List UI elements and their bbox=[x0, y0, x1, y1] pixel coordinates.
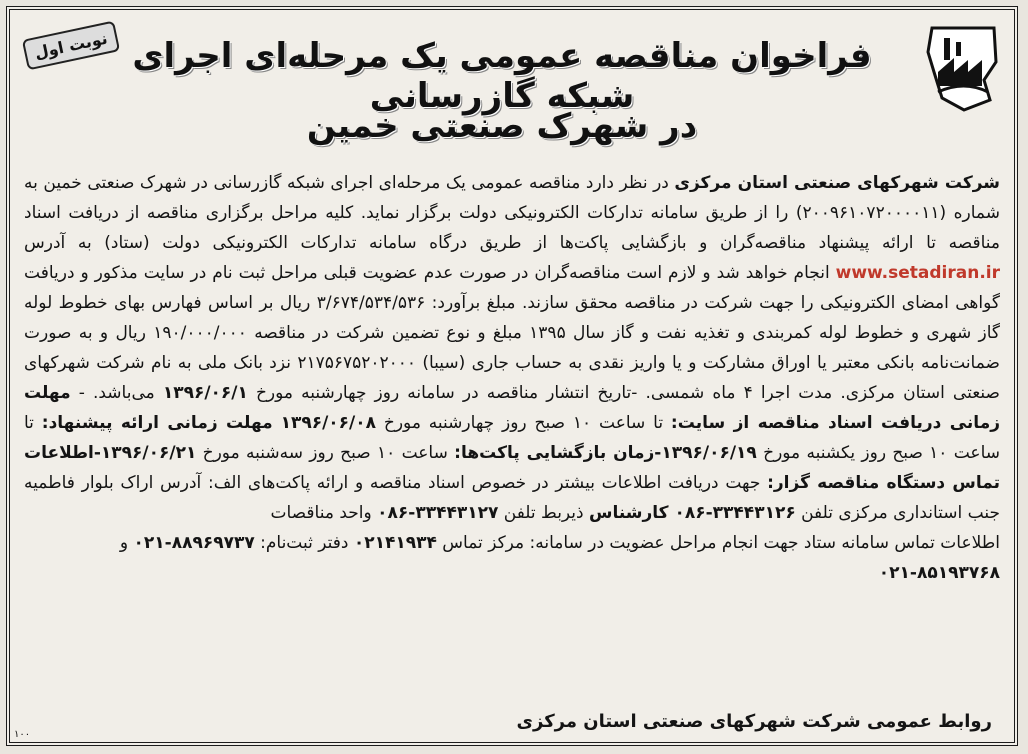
industrial-parks-logo-icon bbox=[924, 22, 1002, 114]
body-text: نزد بانک ملی به نام شرکت شهرکهای صنعتی استان مرکزی. مدت اجرا ۴ ماه شمسی. -تاریخ انتشار مناقصه در سامانه روز چهارشنبه مورخ bbox=[24, 353, 1000, 403]
submit-deadline-label: مهلت زمانی ارائه پیشنهاد: bbox=[41, 413, 273, 433]
receive-deadline-date: ۱۳۹۶/۰۶/۰۸ bbox=[280, 413, 377, 433]
company-name: شرکت شهرکهای صنعتی استان مرکزی bbox=[674, 173, 1000, 193]
phone-main: ۰۸۶-۳۳۴۴۳۱۲۶ bbox=[674, 503, 796, 523]
body-text: انجام خواهد شد و لازم است مناقصه‌گران در صورت عدم عضویت قبلی مراحل ثبت نام در سایت مذکور و دریافت گواهی امضای الکترونیکی را جهت شرکت در مناقصه محقق سازند. مبلغ برآورد: bbox=[24, 263, 1000, 313]
body-text: اطلاعات تماس سامانه ستاد جهت انجام مراحل عضویت در سامانه: مرکز تماس bbox=[436, 533, 1000, 553]
opening-time-label: -زمان بازگشایی پاکت‌ها: bbox=[454, 443, 662, 463]
body-text: ) را از طریق سامانه تدارکات الکترونیکی دولت برگزار نماید. کلیه مراحل برگزاری مناقصه از دریافت اسناد مناقصه تا ارائه پیشنهاد مناقصه‌گران و بازگشایی پاکت‌ها از طریق درگاه سامانه تدارکات الکترونیکی دولت (ستاد) به آدرس bbox=[24, 203, 1000, 253]
phone-call-center: ۰۲۱۴۱۹۳۴ bbox=[353, 533, 437, 553]
opening-date: ۱۳۹۶/۰۶/۲۱ bbox=[100, 443, 197, 463]
contact-label: -اطلاعات تماس دستگاه مناقصه گزار: bbox=[24, 443, 1000, 493]
expert-label: کارشناس bbox=[589, 503, 675, 523]
phone-registration-2: ۰۲۱-۸۵۱۹۳۷۶۸ bbox=[878, 563, 1000, 583]
phone-expert: ۰۸۶-۳۳۴۴۳۱۲۷ bbox=[377, 503, 499, 523]
notice-subtitle: در شهرک صنعتی خمین bbox=[306, 106, 698, 146]
website-link[interactable]: www.setadiran.ir bbox=[835, 263, 1000, 283]
body-text: تا ساعت ۱۰ صبح روز یکشنبه مورخ bbox=[24, 413, 1000, 463]
submit-deadline-date: ۱۳۹۶/۰۶/۱۹ bbox=[661, 443, 757, 463]
account-number: ۲۱۷۵۶۷۵۲۰۲۰۰۰ bbox=[297, 353, 417, 373]
body-text: ساعت ۱۰ صبح روز سه‌شنبه مورخ bbox=[196, 443, 455, 463]
guarantee-amount: ۱۹۰/۰۰۰/۰۰۰ bbox=[153, 323, 247, 343]
notice-header bbox=[10, 10, 1014, 170]
tender-number: ۲۰۰۹۶۱۰۷۲۰۰۰۰۱۱ bbox=[802, 203, 940, 223]
body-text: ریال بر اساس فهارس بهای خطوط لوله گاز شهری و خطوط لوله کمربندی و تغذیه نفت و گاز سال ۱۳۹۵ مبلغ و نوع تضمین شرکت در مناقصه bbox=[24, 293, 1000, 343]
page-number: ۱۰۰ bbox=[14, 729, 31, 740]
body-text: تا ساعت ۱۰ صبح روز چهارشنبه مورخ bbox=[376, 413, 671, 433]
public-relations-signature: روابط عمومی شرکت شهرکهای صنعتی استان مرکزی bbox=[516, 711, 992, 732]
publish-date: ۱۳۹۶/۰۶/۱ bbox=[162, 383, 248, 403]
first-notice-badge: نوبت اول bbox=[22, 21, 120, 71]
body-text: و bbox=[119, 533, 134, 553]
tender-notice bbox=[6, 6, 1018, 746]
body-text: دفتر ثبت‌نام: bbox=[254, 533, 354, 553]
notice-title: فراخوان مناقصه عمومی یک مرحله‌ای اجرای شبکه گازرسانی bbox=[132, 36, 872, 116]
receive-deadline-label: مهلت زمانی دریافت اسناد مناقصه از سایت: bbox=[24, 383, 1000, 433]
notice-body bbox=[24, 168, 1000, 704]
body-text: ریال و به صورت ضمانت‌نامه بانکی معتبر یا اوراق مشارکت و یا واریز نقدی به حساب جاری (سیبا) bbox=[24, 323, 1000, 373]
phone-registration: ۰۲۱-۸۸۹۶۹۷۳۷ bbox=[133, 533, 255, 553]
body-text: در نظر دارد مناقصه عمومی یک مرحله‌ای اجرای شبکه گازرسانی در شهرک صنعتی خمین به شماره ( bbox=[24, 173, 1001, 223]
body-text: جهت دریافت اطلاعات بیشتر در خصوص اسناد مناقصه و ارائه پاکت‌های الف: آدرس اراک بلوار فاطمیه جنب استانداری مرکزی تلفن bbox=[24, 473, 1000, 523]
body-text: ذیربط تلفن bbox=[498, 503, 590, 523]
estimate-amount: ۳/۶۷۴/۵۳۴/۵۳۶ bbox=[316, 293, 426, 313]
body-text: واحد مناقصات bbox=[270, 503, 378, 523]
body-text: می‌باشد. - bbox=[70, 383, 163, 403]
